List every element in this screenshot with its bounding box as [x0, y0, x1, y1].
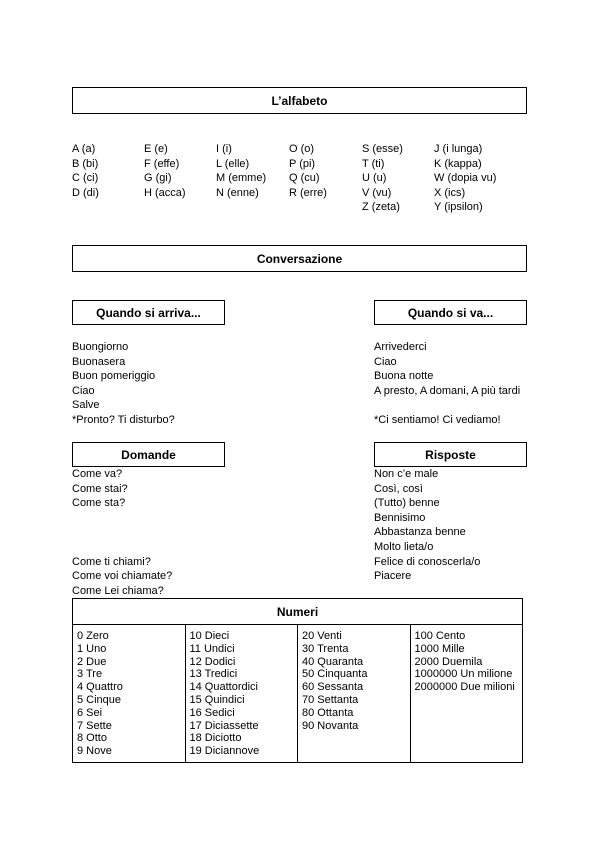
list-item: [72, 540, 172, 555]
list-item: X (ics): [434, 186, 466, 199]
list-item: 12 Dodici: [189, 655, 236, 668]
list-item: 50 Cinquanta: [302, 668, 368, 681]
numeri-header: Numeri: [73, 599, 522, 625]
list-item: P (pi): [289, 157, 316, 170]
numeri-column-units: [73, 625, 186, 762]
list-item: 4 Quattro: [77, 681, 123, 694]
list-item: L (elle): [216, 157, 250, 170]
list-item: *Pronto? Ti disturbo?: [72, 413, 175, 426]
numeri-column-teens: [186, 625, 299, 762]
list-item: 20 Venti: [302, 630, 342, 642]
list-item: 16 Sedici: [189, 706, 235, 719]
list-item: 14 Quattordici: [189, 681, 258, 694]
va-header: Quando si va...: [374, 300, 527, 325]
list-item: 7 Sette: [77, 719, 112, 732]
list-item: Come va?: [72, 468, 123, 480]
list-item: Ciao: [374, 355, 397, 368]
list-item: 80 Ottanta: [302, 706, 354, 719]
list-item: Come voi chiamate?: [72, 570, 173, 583]
va-list: [374, 340, 520, 428]
list-item: Molto lieta/o: [374, 540, 434, 553]
list-item: W (dopia vu): [434, 172, 497, 185]
list-item: [72, 511, 172, 526]
list-item: 2000000 Due milioni: [414, 681, 515, 694]
list-item: 17 Diciassette: [189, 719, 259, 732]
list-item: F (effe): [144, 157, 180, 170]
list-item: 5 Cinque: [77, 693, 122, 706]
list-item: Non c’e male: [374, 468, 439, 480]
domande-list: [72, 467, 172, 598]
list-item: 2 Due: [77, 655, 107, 668]
list-item: E (e): [144, 143, 168, 155]
list-item: J (i lunga): [434, 143, 483, 155]
list-item: 1000 Mille: [414, 642, 465, 655]
list-item: 18 Diciotto: [189, 732, 242, 745]
list-item: 40 Quaranta: [302, 655, 364, 668]
risposte-header: Risposte: [374, 442, 527, 467]
list-item: Q (cu): [289, 172, 320, 185]
list-item: Y (ipsilon): [434, 201, 483, 214]
list-item: 6 Sei: [77, 706, 103, 719]
list-item: 13 Tredici: [189, 668, 238, 681]
alfabeto-column-5: [362, 142, 403, 215]
list-item: 100 Cento: [414, 630, 466, 642]
list-item: R (erre): [289, 186, 327, 199]
list-item: 1000000 Un milione: [414, 668, 513, 681]
list-item: 19 Diciannove: [189, 745, 260, 758]
list-item: 70 Settanta: [302, 693, 359, 706]
list-item: 60 Sessanta: [302, 681, 364, 694]
list-item: Buon pomeriggio: [72, 370, 156, 383]
list-item: 1 Uno: [77, 642, 107, 655]
list-item: V (vu): [362, 186, 392, 199]
list-item: A (a): [72, 143, 96, 155]
list-item: Bennisimo: [374, 511, 426, 524]
domande-header: Domande: [72, 442, 225, 467]
list-item: Buonasera: [72, 355, 126, 368]
list-item: 15 Quindici: [189, 693, 245, 706]
list-item: Buona notte: [374, 370, 434, 383]
list-item: [374, 398, 520, 413]
list-item: K (kappa): [434, 157, 482, 170]
list-item: Come Lei chiama?: [72, 584, 164, 597]
list-item: Come sta?: [72, 497, 126, 510]
list-item: A presto, A domani, A più tardi: [374, 384, 521, 397]
list-item: O (o): [289, 143, 315, 155]
list-item: 0 Zero: [77, 630, 109, 642]
numeri-table: [72, 598, 523, 763]
list-item: C (ci): [72, 172, 99, 185]
list-item: Felice di conoscerla/o: [374, 555, 481, 568]
list-item: D (di): [72, 186, 99, 199]
numeri-column-large: [411, 625, 523, 762]
list-item: 9 Nove: [77, 745, 112, 758]
list-item: Buongiorno: [72, 341, 129, 353]
list-item: N (enne): [216, 186, 259, 199]
list-item: Salve: [72, 399, 100, 412]
alfabeto-column-4: [289, 142, 327, 200]
list-item: 30 Trenta: [302, 642, 349, 655]
list-item: U (u): [362, 172, 387, 185]
risposte-list: [374, 467, 480, 584]
list-item: 90 Novanta: [302, 719, 359, 732]
arriva-header: Quando si arriva...: [72, 300, 225, 325]
list-item: Come ti chiami?: [72, 555, 151, 568]
list-item: *Ci sentiamo! Ci vediamo!: [374, 413, 501, 426]
list-item: S (esse): [362, 143, 403, 155]
list-item: Z (zeta): [362, 201, 400, 214]
list-item: Come stai?: [72, 482, 128, 495]
arriva-list: [72, 340, 175, 428]
list-item: [72, 525, 172, 540]
list-item: I (i): [216, 143, 232, 155]
list-item: (Tutto) benne: [374, 497, 440, 510]
list-item: Ciao: [72, 384, 95, 397]
alfabeto-column-2: [144, 142, 186, 200]
list-item: Piacere: [374, 570, 412, 583]
list-item: 8 Otto: [77, 732, 107, 745]
list-item: 2000 Duemila: [414, 655, 483, 668]
list-item: M (emme): [216, 172, 267, 185]
alfabeto-column-1: [72, 142, 99, 200]
alfabeto-header: L’alfabeto: [72, 87, 527, 114]
list-item: Abbastanza benne: [374, 526, 466, 539]
list-item: B (bi): [72, 157, 99, 170]
list-item: H (acca): [144, 186, 186, 199]
list-item: Così, così: [374, 482, 423, 495]
alfabeto-column-6: [434, 142, 496, 215]
list-item: G (gi): [144, 172, 172, 185]
conversazione-header: Conversazione: [72, 245, 527, 272]
list-item: 11 Undici: [189, 642, 235, 655]
alfabeto-column-3: [216, 142, 266, 200]
list-item: 3 Tre: [77, 668, 103, 681]
list-item: Arrivederci: [374, 341, 427, 353]
numeri-column-tens: [298, 625, 411, 762]
list-item: T (ti): [362, 157, 385, 170]
list-item: 10 Dieci: [189, 630, 230, 642]
